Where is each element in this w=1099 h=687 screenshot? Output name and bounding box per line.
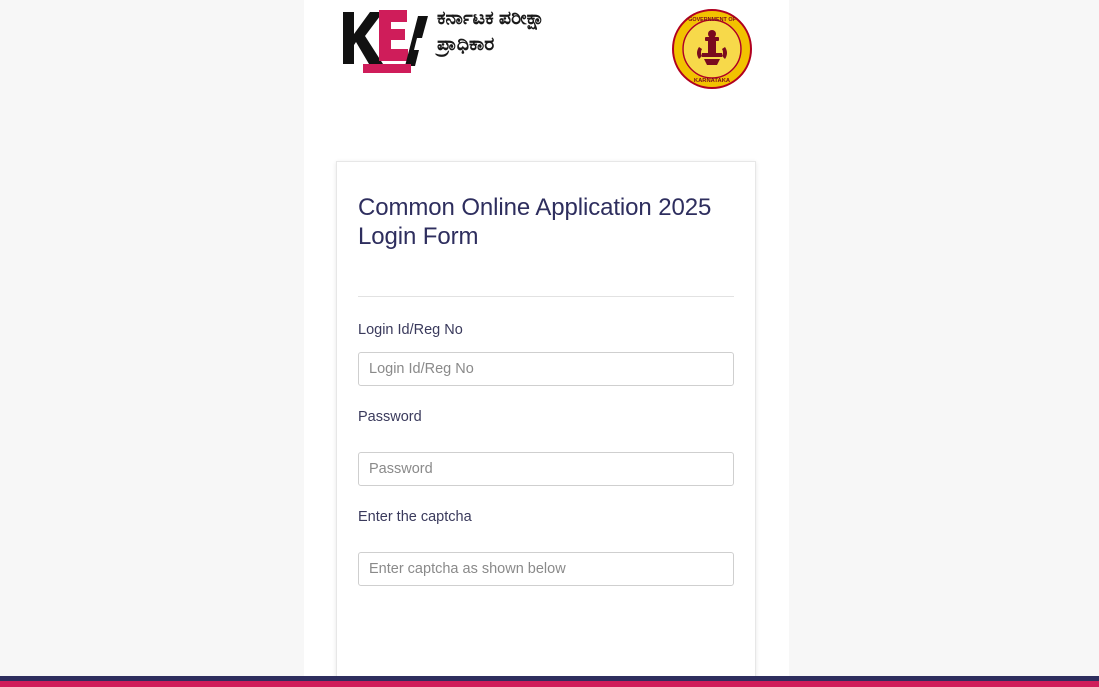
- captcha-input[interactable]: [358, 552, 734, 586]
- content-column: [304, 0, 789, 687]
- login-card: [336, 161, 756, 681]
- login-id-field-group: [358, 321, 734, 386]
- page-gutter-left: [0, 0, 304, 687]
- login-id-input[interactable]: [358, 352, 734, 386]
- password-field-group: [358, 408, 734, 486]
- login-id-label: Login Id/Reg No: [358, 322, 463, 338]
- svg-text:GOVERNMENT OF: GOVERNMENT OF: [688, 17, 736, 23]
- svg-text:KARNATAKA: KARNATAKA: [693, 78, 731, 84]
- site-header: [304, 0, 789, 100]
- password-label: Password: [358, 409, 422, 425]
- password-input[interactable]: [358, 452, 734, 486]
- kea-logo-icon: [335, 4, 431, 78]
- government-of-karnataka-emblem: [672, 9, 752, 89]
- captcha-field-group: [358, 508, 734, 586]
- kea-kannada-line2: ಪ್ರಾಧಿಕಾರ: [437, 34, 495, 55]
- kea-kannada-line1: ಕರ್ನಾಟಕ ಪರೀಕ್ಷಾ: [437, 8, 545, 29]
- page-gutter-right: [789, 0, 1099, 687]
- title-divider: [358, 296, 734, 297]
- page-title: Common Online Application 2025 Login Form: [358, 194, 712, 250]
- captcha-label: Enter the captcha: [358, 509, 472, 525]
- footer-bar-pink: [0, 681, 1099, 687]
- kea-kannada-title: [437, 6, 607, 58]
